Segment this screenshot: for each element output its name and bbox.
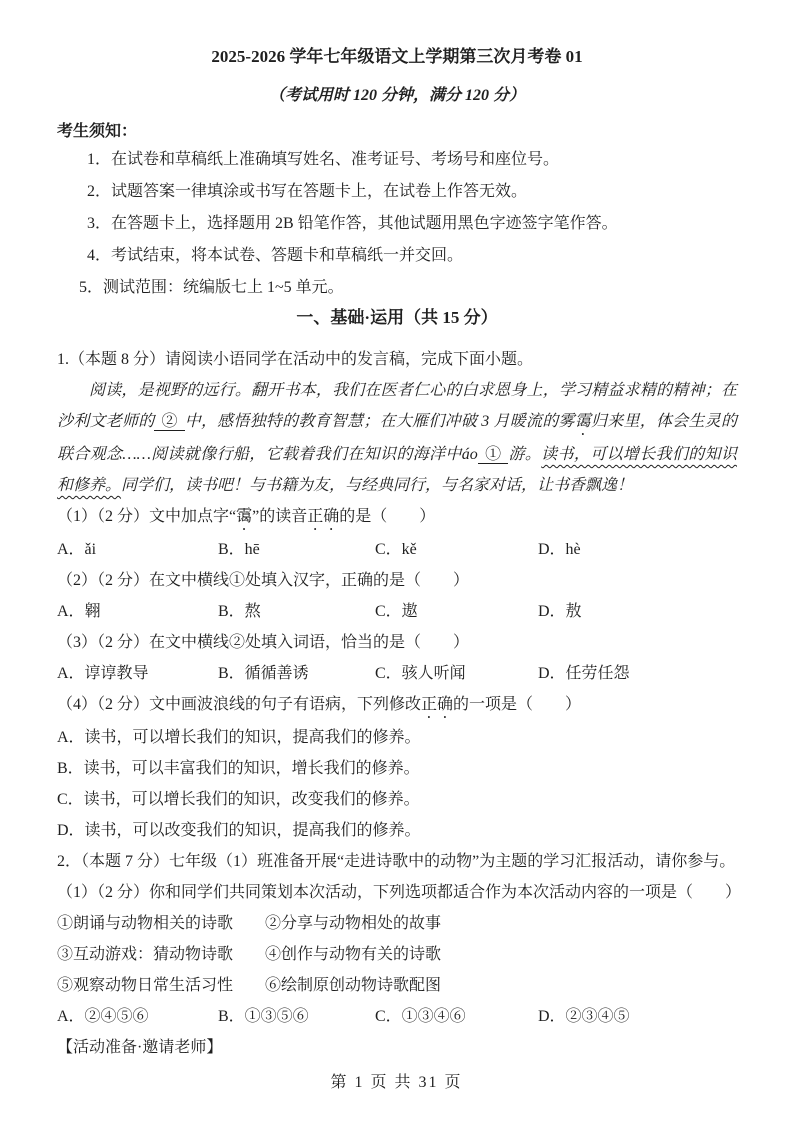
- question-1-sub1-options: [57, 534, 737, 565]
- option-c: C．kě: [375, 541, 417, 559]
- question-1-sub1-stem: （1）（2 分）文中加点字“霭”的读音正确的是（ ）: [57, 508, 436, 526]
- option-c: C．①③④⑥: [375, 1008, 466, 1026]
- notice-item-4: 4．考试结束，将本试卷、答题卡和草稿纸一并交回。: [87, 247, 464, 264]
- notices-heading: 考生须知：: [57, 123, 138, 140]
- activity-item-1: ①朗诵与动物相关的诗歌: [57, 915, 234, 933]
- question-2-sub1-items: [57, 908, 737, 1001]
- option-b: B．hē: [218, 541, 260, 559]
- option-b: B．①③⑤⑥: [218, 1008, 309, 1026]
- page-title: 2025-2026 学年七年级语文上学期第三次月考卷 01: [211, 47, 583, 66]
- activity-item-3: ③互动游戏：猜动物诗歌: [57, 946, 234, 964]
- option-c: C．遨: [375, 603, 418, 621]
- option-a: A．ǎi: [57, 541, 97, 559]
- notices-list: [57, 144, 737, 304]
- notice-item-1: 1．在试卷和草稿纸上准确填写姓名、准考证号、考场号和座位号。: [87, 151, 560, 168]
- activity-section-header: 【活动准备·邀请老师】: [57, 1039, 223, 1057]
- option-a: A．翱: [57, 603, 101, 621]
- option-d: D．敖: [538, 603, 582, 621]
- option-b: B．熬: [218, 603, 261, 621]
- option-d: D．hè: [538, 541, 581, 559]
- option-d: D．读书，可以改变我们的知识，提高我们的修养。: [57, 822, 421, 840]
- notice-item-3: 3．在答题卡上，选择题用 2B 铅笔作答，其他试题用黑色字迹签字笔作答。: [87, 215, 618, 232]
- question-2-sub1-stem: （1）（2 分）你和同学们共同策划本次活动，下列选项都适合作为本次活动内容的一项是（ ）: [57, 884, 742, 902]
- option-c: C．骇人听闻: [375, 665, 466, 683]
- question-1-stem: 1.（本题 8 分）请阅读小语同学在活动中的发言稿，完成下面小题。: [57, 351, 534, 369]
- section-heading-basics: 一、基础·运用（共 15 分）: [296, 308, 498, 327]
- option-a: A．读书，可以增长我们的知识，提高我们的修养。: [57, 729, 421, 747]
- activity-item-2: ②分享与动物相处的故事: [265, 915, 442, 933]
- notice-item-2: 2．试题答案一律填涂或书写在答题卡上，在试卷上作答无效。: [87, 183, 528, 200]
- option-b: B．循循善诱: [218, 665, 309, 683]
- activity-item-5: ⑤观察动物日常生活习性: [57, 977, 234, 995]
- question-1-sub2-stem: （2）（2 分）在文中横线①处填入汉字，正确的是（ ）: [57, 572, 470, 590]
- activity-item-4: ④创作与动物有关的诗歌: [265, 946, 442, 964]
- notice-item-5: 5．测试范围：统编版七上 1~5 单元。: [79, 279, 344, 296]
- question-1-passage: 阅读，是视野的远行。翻开书本，我们在医者仁心的白求恩身上，学习精益求精的精神；在沙利文老师的 ② 中，感悟独特的教育智慧；在大雁们冲破 3 月暖流的雾霭归来里，体会生灵的联合观念……阅读就像行船，它载着我们在知识的海洋中áo ① 游。读书，可以增长我们的知识和修养。同学们，读书吧！与书籍为友，与经典同行，与名家对话，让书香飘逸！: [57, 382, 737, 495]
- question-1-sub2-options: [57, 596, 737, 627]
- option-c: C．读书，可以增长我们的知识，改变我们的修养。: [57, 791, 420, 809]
- option-a: A．谆谆教导: [57, 665, 149, 683]
- question-2-sub1-options: [57, 1001, 737, 1032]
- activity-item-6: ⑥绘制原创动物诗歌配图: [265, 977, 442, 995]
- question-1-sub3-stem: （3）（2 分）在文中横线②处填入词语，恰当的是（ ）: [57, 634, 470, 652]
- question-1-sub4-options: [57, 722, 737, 846]
- page-number-footer: 第 1 页 共 31 页: [330, 1074, 463, 1091]
- option-b: B．读书，可以丰富我们的知识，增长我们的修养。: [57, 760, 420, 778]
- option-a: A．②④⑤⑥: [57, 1008, 149, 1026]
- question-1-sub4-stem: （4）（2 分）文中画波浪线的句子有语病，下列修改正确的一项是（ ）: [57, 696, 582, 714]
- question-1-sub3-options: [57, 658, 737, 689]
- question-2-stem: 2．（本题 7 分）七年级（1）班准备开展“走进诗歌中的动物”为主题的学习汇报活动，请你参与。: [57, 853, 736, 871]
- option-d: D．②③④⑤: [538, 1008, 630, 1026]
- exam-subtitle: （考试用时 120 分钟，满分 120 分）: [268, 87, 525, 104]
- option-d: D．任劳任怨: [538, 665, 630, 683]
